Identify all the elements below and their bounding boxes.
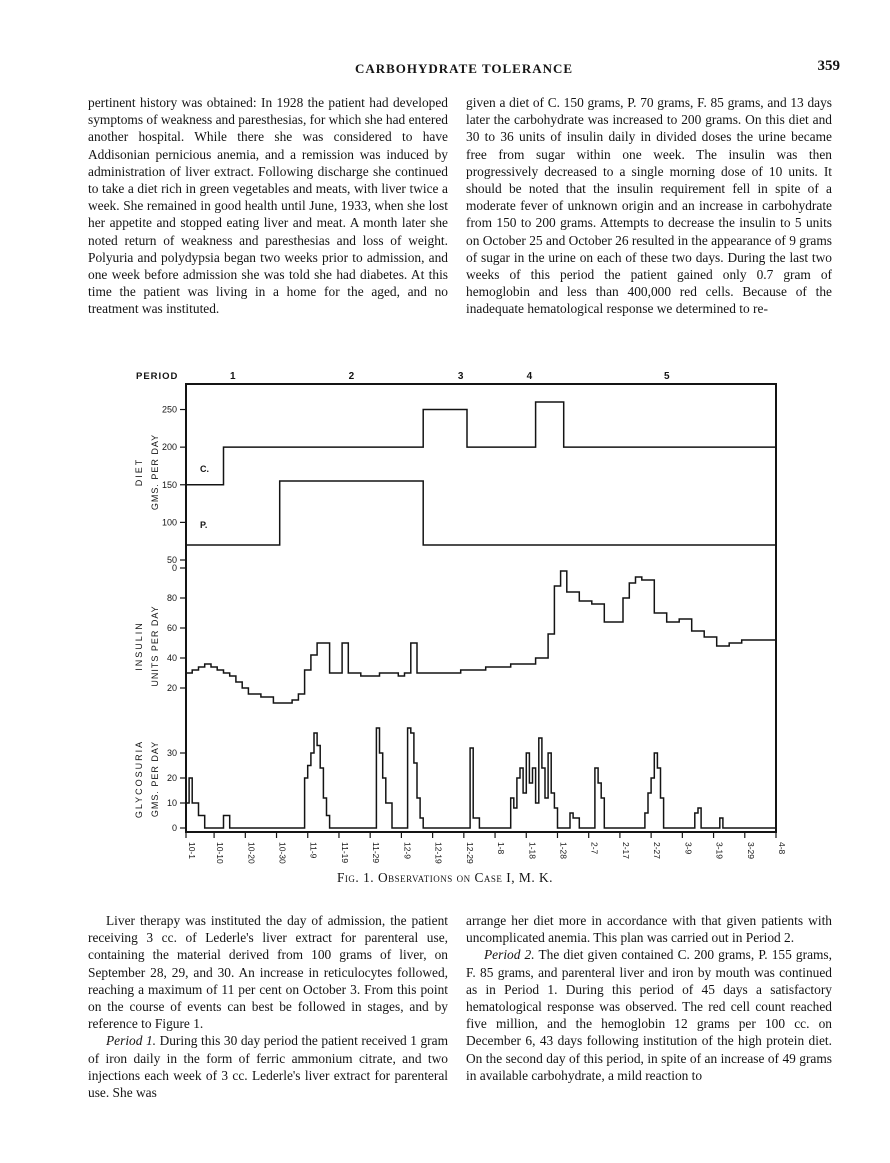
x-tick-label: 1-28 bbox=[558, 842, 569, 860]
x-tick-label: 12-19 bbox=[433, 842, 444, 864]
period-row bbox=[136, 371, 670, 382]
period-label-4: 4 bbox=[526, 371, 533, 382]
insulin-y-tick-label: 80 bbox=[166, 593, 177, 603]
x-tick-label: 4-8 bbox=[777, 842, 787, 855]
x-tick-label: 11-19 bbox=[339, 842, 350, 864]
page-number: 359 bbox=[817, 58, 840, 74]
period-label-5: 5 bbox=[663, 371, 670, 382]
diet-axis-label: DIET bbox=[134, 457, 144, 487]
diet-y-tick-label: 50 bbox=[166, 555, 177, 565]
bottom-right-column bbox=[466, 912, 832, 1084]
paragraph-text: During this 30 day period the patient received 1 gram of iron daily in the form of ferric ammonium citrate, and two injections each week of 3 cc. Lederle's liver extract for parenteral use. She was bbox=[88, 1033, 448, 1101]
x-axis-ticks bbox=[186, 832, 787, 864]
insulin-y-tick-label: 60 bbox=[166, 623, 177, 633]
paragraph bbox=[88, 1032, 448, 1101]
x-tick-label: 3-9 bbox=[683, 842, 694, 855]
top-right-column bbox=[466, 94, 832, 318]
x-tick-label: 11-29 bbox=[371, 842, 382, 864]
insulin-axis-label: INSULIN bbox=[134, 621, 144, 671]
period-label-1: 1 bbox=[230, 371, 236, 382]
diet-series-c bbox=[186, 402, 776, 485]
x-tick-label: 12-9 bbox=[402, 842, 413, 860]
x-tick-label: 1-8 bbox=[496, 842, 507, 855]
x-tick-label: 1-18 bbox=[527, 842, 538, 860]
insulin-y-tick-label: 20 bbox=[166, 683, 177, 693]
series-label-p: P. bbox=[200, 520, 208, 530]
glycosuria-y-tick-label: 0 bbox=[171, 823, 177, 833]
caption-label: Fig. 1. bbox=[336, 870, 375, 885]
diet-y-tick-label: 200 bbox=[161, 442, 177, 453]
page-header bbox=[88, 58, 840, 80]
paragraph-text: The diet given contained C. 200 grams, P. 155 grams, F. 85 grams, and parenteral liver and iron by mouth was continued as in Period 1. During this period of 45 days a satisfactory hematological response was observed. The red cell count reached five million, and the hemoglobin 12 grams per 100 cc. on December 6, 43 days following institution of the high protein diet. On the second day of this period, in spite of an increase of 49 grams in available carbohydrate, a mild reaction to bbox=[466, 947, 832, 1083]
top-left-column bbox=[88, 94, 448, 318]
glycosuria-y-tick-label: 30 bbox=[166, 748, 177, 758]
paragraph: given a diet of C. 150 grams, P. 70 grams, F. 85 grams, and 13 days later the carbohydrate was increased to 200 grams. On this diet and 30 to 36 units of insulin daily in divided doses the urine became free from sugar within one week. The insulin was then progressively decreased to a single morning dose of 10 units. It should be noted that the insulin requirement fell in spite of a moderate fever of unknown origin and an increase in carbohydrate from 150 to 200 grams. Attempts to decrease the insulin to 5 units on October 25 and October 26 resulted in the appearance of 9 grams of sugar in the urine on each of these two days. During the last two weeks of this period the patient gained only 0.7 gram of hemoglobin and less than 400,000 red cells. Because of the inadequate hematological response we determined to re- bbox=[466, 95, 832, 317]
insulin-y-tick-label: 0 bbox=[171, 563, 177, 573]
x-tick-label: 12-29 bbox=[464, 842, 475, 864]
paragraph bbox=[466, 946, 832, 1084]
x-tick-label: 11-9 bbox=[308, 842, 319, 859]
diet-axis-units: GMS. PER DAY bbox=[150, 433, 160, 511]
x-tick-label: 2-7 bbox=[589, 842, 600, 855]
glycosuria-y-tick-label: 20 bbox=[166, 773, 177, 783]
glycosuria-y-tick-label: 10 bbox=[166, 798, 177, 808]
period-title: PERIOD bbox=[136, 371, 179, 382]
caption-text: Observations on Case I, M. K. bbox=[377, 870, 554, 885]
x-tick-label: 10-20 bbox=[246, 842, 257, 864]
glycosuria-series-glycosuria bbox=[186, 728, 776, 828]
x-tick-label: 10-1 bbox=[187, 842, 197, 860]
x-tick-label: 2-27 bbox=[652, 842, 663, 860]
figure-1-chart bbox=[0, 362, 890, 902]
glycosuria-axis-units: GMS. PER DAY bbox=[150, 740, 160, 818]
period-heading: Period 2. bbox=[484, 947, 535, 963]
paragraph: arrange her diet more in accordance with that given patients with uncomplicated anemia. This plan was carried out in Period 2. bbox=[466, 913, 832, 946]
diet-y-tick-label: 150 bbox=[161, 479, 177, 490]
diet-y-tick-label: 100 bbox=[161, 517, 177, 528]
insulin-series-insulin bbox=[186, 571, 776, 703]
period-label-2: 2 bbox=[348, 371, 355, 382]
x-tick-label: 3-19 bbox=[714, 842, 725, 860]
axis-labels bbox=[134, 434, 160, 818]
diet-series-p bbox=[186, 481, 776, 545]
series-lines bbox=[186, 402, 776, 828]
x-tick-label: 10-10 bbox=[215, 842, 226, 864]
paragraph: Liver therapy was instituted the day of admission, the patient receiving 3 cc. of Lederle's liver extract for parenteral use, containing the material derived from 100 grams of liver, on September 28, 29, and 30. An increase in reticulocytes followed, reaching a maximum of 11 per cent on October 3. From this point on the course of events can best be followed in stages, and by reference to Figure 1. bbox=[88, 913, 448, 1032]
diet-y-tick-label: 250 bbox=[161, 404, 177, 415]
figure-caption bbox=[0, 870, 890, 886]
running-head: CARBOHYDRATE TOLERANCE bbox=[354, 61, 574, 76]
y-axis-ticks bbox=[162, 405, 186, 833]
x-tick-label: 2-17 bbox=[620, 842, 631, 860]
x-tick-label: 3-29 bbox=[745, 842, 756, 860]
glycosuria-axis-label: GLYCOSURIA bbox=[134, 739, 144, 819]
series-label-c: C. bbox=[200, 464, 209, 474]
insulin-y-tick-label: 40 bbox=[166, 653, 177, 663]
insulin-axis-units: UNITS PER DAY bbox=[150, 605, 160, 687]
period-heading: Period 1. bbox=[106, 1033, 157, 1049]
period-label-3: 3 bbox=[457, 371, 464, 382]
series-labels bbox=[200, 464, 209, 530]
plot-frame bbox=[186, 384, 776, 832]
x-tick-label: 10-30 bbox=[277, 842, 288, 864]
paragraph: pertinent history was obtained: In 1928 the patient had developed symptoms of weakness and paresthesias, for which she had entered another hospital. While there she was considered to have Addisonian pernicious anemia, and a remission was induced by administration of liver extract. Following discharge she continued to take a diet rich in green vegetables and meats, with liver twice a week. She remained in good health until June, 1933, when she lost her appetite and stopped eating liver and meat. A month later she noted return of weakness and paresthesias and loss of weight. Polyuria and polydypsia began two weeks prior to admission, and one week before admission she was told she had diabetes. At this time the patient was living in a home for the aged, and no treatment was instituted. bbox=[88, 95, 448, 317]
bottom-left-column bbox=[88, 912, 448, 1101]
